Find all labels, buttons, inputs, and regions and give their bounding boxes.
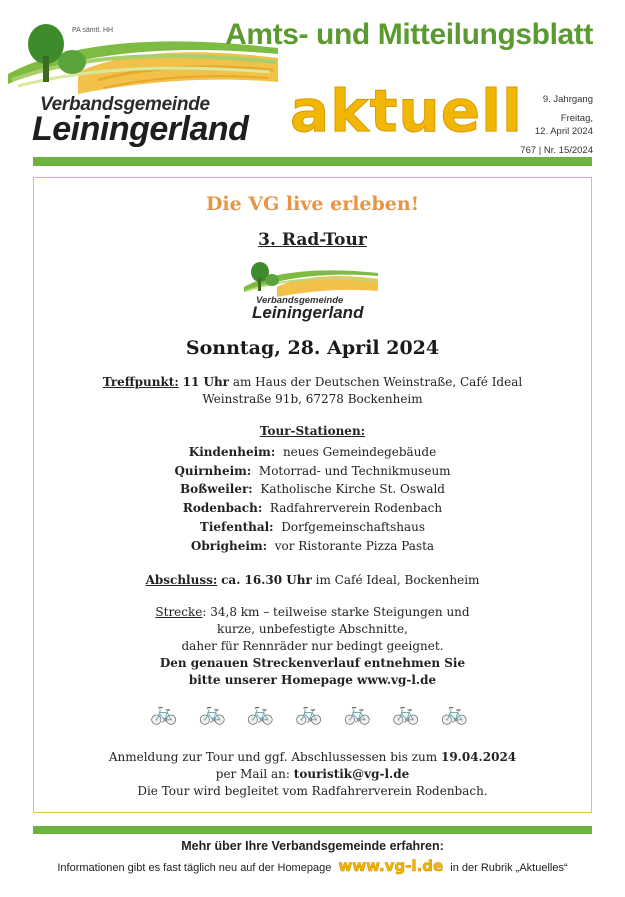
end-label: Abschluss: xyxy=(145,573,218,587)
tour-end xyxy=(34,572,591,589)
mini-logo-big-text: Leiningerland xyxy=(252,303,364,322)
station-item: Boßweiler: Katholische Kirche St. Oswald xyxy=(180,482,445,497)
station-item: Rodenbach: Radfahrerverein Rodenbach xyxy=(182,501,443,516)
bicycle-icons: 🚲 🚲 🚲 🚲 🚲 🚲 🚲 xyxy=(150,701,475,726)
end-place: im Café Ideal, Bockenheim xyxy=(315,573,480,587)
aktuell-wordmark: aktuell xyxy=(290,77,523,145)
article-tagline: Die VG live erleben! xyxy=(205,193,420,215)
registration-deadline: 19.04.2024 xyxy=(440,750,517,764)
registration-escort: Die Tour wird begleitet vom Radfahrerverein Rodenbach. xyxy=(137,784,488,798)
route-homepage-link[interactable]: bitte unserer Homepage www.vg-l.de xyxy=(188,673,437,687)
footer-text-after: in der Rubrik „Aktuelles“ xyxy=(450,862,568,874)
issue-date: 12. April 2024 xyxy=(534,126,593,137)
route-info xyxy=(34,604,591,689)
route-line-3: daher für Rennräder nur bedingt geeignet. xyxy=(181,639,444,653)
registration-email-link[interactable]: touristik@vg-l.de xyxy=(293,767,410,781)
footer-text xyxy=(0,857,625,875)
issue-number: 767 | Nr. 15/2024 xyxy=(520,145,593,156)
registration-mail-text: per Mail an: xyxy=(215,767,290,781)
station-item: Tiefenthal: Dorfgemeinschaftshaus xyxy=(199,519,426,534)
mini-logo-small-text: Verbandsgemeinde xyxy=(256,295,344,306)
station-item: Kindenheim: neues Gemeindegebäude xyxy=(188,445,437,459)
station-item: Quirnheim: Motorrad- und Technikmuseum xyxy=(174,463,451,478)
stations-list xyxy=(34,443,591,555)
meeting-address: Weinstraße 91b, 67278 Bockenheim xyxy=(202,392,423,406)
meeting-time: 11 Uhr xyxy=(182,375,229,389)
station-item: Obrigheim: vor Ristorante Pizza Pasta xyxy=(190,538,435,553)
footer-title: Mehr über Ihre Verbandsgemeinde erfahren: xyxy=(181,839,444,853)
route-label: Strecke xyxy=(155,605,203,619)
article-vg-logo xyxy=(242,261,382,323)
meeting-point xyxy=(34,374,591,408)
meeting-place: am Haus der Deutschen Weinstraße, Café Ideal xyxy=(232,375,523,389)
article-box xyxy=(33,177,592,813)
brand-name-small: Verbandsgemeinde xyxy=(40,94,210,115)
footer-homepage-link[interactable]: www.vg-l.de xyxy=(338,857,444,875)
registration-text: Anmeldung zur Tour und ggf. Abschlussessen bis zum xyxy=(108,750,438,764)
masthead xyxy=(0,0,625,165)
issue-year: 9. Jahrgang xyxy=(542,94,593,105)
brand-name-large: Leiningerland xyxy=(32,110,249,148)
route-line-4: Den genauen Streckenverlauf entnehmen Sie xyxy=(159,656,466,670)
article-subtitle: 3. Rad-Tour xyxy=(258,230,367,250)
meeting-label: Treffpunkt: xyxy=(102,375,179,389)
pa-note: PA sämtl. HH xyxy=(72,27,114,34)
issue-weekday: Freitag, xyxy=(560,113,593,124)
header-divider xyxy=(33,157,592,166)
footer-text-before: Informationen gibt es fast täglich neu auf der Homepage xyxy=(57,862,332,874)
route-distance: : 34,8 km – teilweise starke Steigungen und xyxy=(202,605,470,619)
publication-title: Amts- und Mitteilungsblatt xyxy=(225,18,593,51)
registration-info xyxy=(34,749,591,800)
stations-heading: Tour-Stationen: xyxy=(259,424,366,438)
event-date: Sonntag, 28. April 2024 xyxy=(185,337,440,359)
issue-info xyxy=(503,93,593,157)
end-time: ca. 16.30 Uhr xyxy=(221,573,312,587)
footer-divider xyxy=(33,826,592,834)
route-line-2: kurze, unbefestigte Abschnitte, xyxy=(217,622,408,636)
